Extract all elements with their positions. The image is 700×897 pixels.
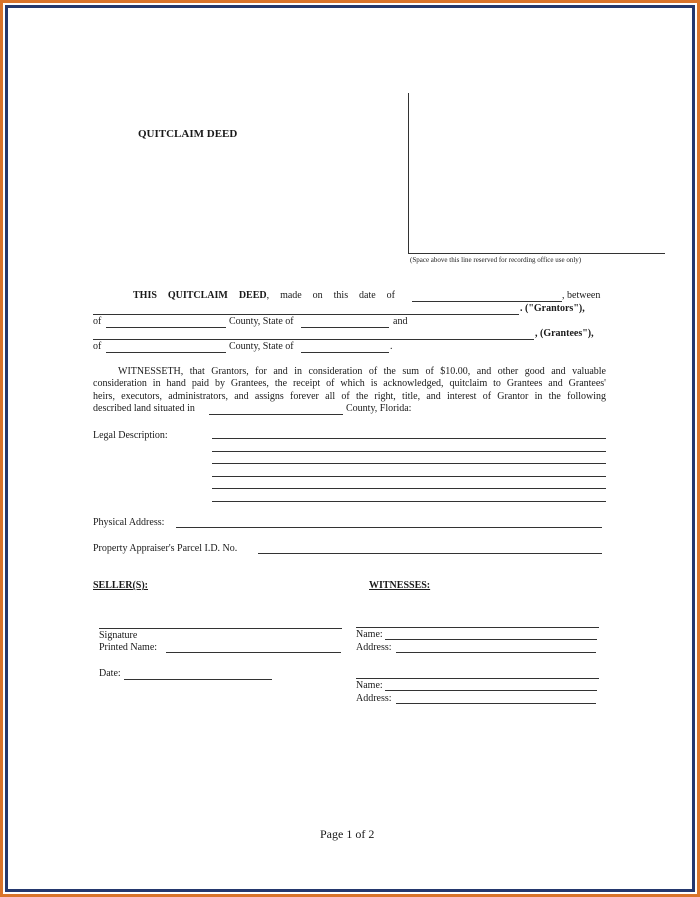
of-text-2: of — [93, 341, 102, 352]
grantors-county-line[interactable] — [106, 327, 226, 328]
county-state-text-2: County, State of — [229, 341, 294, 352]
page-number: Page 1 of 2 — [320, 827, 375, 841]
land-county-line[interactable] — [209, 414, 343, 415]
witness-1-address-line[interactable] — [396, 652, 596, 653]
witness-1-signature-line[interactable] — [356, 627, 599, 628]
intro-lead: THIS QUITCLAIM DEED, made on this date of — [133, 290, 395, 301]
legal-description-line[interactable] — [212, 463, 606, 464]
witness-1-name-label: Name: — [356, 629, 383, 640]
date-line[interactable] — [124, 679, 272, 680]
of-text-1: of — [93, 316, 102, 327]
witness-2-name-label: Name: — [356, 680, 383, 691]
legal-description-line[interactable] — [212, 451, 606, 452]
legal-description-line[interactable] — [212, 476, 606, 477]
date-label: Date: — [99, 668, 121, 679]
recording-box-left-border — [408, 93, 409, 253]
witness-2-address-label: Address: — [356, 693, 392, 704]
recording-box-bottom-border — [408, 253, 665, 254]
witness-2-signature-line[interactable] — [356, 678, 599, 679]
printed-name-label: Printed Name: — [99, 642, 158, 653]
grantees-county-line[interactable] — [106, 352, 226, 353]
period-text: . — [390, 341, 393, 352]
legal-description-label: Legal Description: — [93, 430, 168, 441]
grantors-state-line[interactable] — [301, 327, 389, 328]
witness-2-address-line[interactable] — [396, 703, 596, 704]
witness-1-address-label: Address: — [356, 642, 392, 653]
witnesseth-line-2: consideration in hand paid by Grantees, the receipt of which is acknowledged, quitclaim to Grantees and Grantees' — [93, 378, 606, 389]
county-state-text-1: County, State of — [229, 316, 294, 327]
witnesses-heading: WITNESSES: — [369, 580, 431, 591]
legal-description-line[interactable] — [212, 501, 606, 502]
county-florida-text: County, Florida: — [346, 403, 412, 414]
witness-1-name-line[interactable] — [385, 639, 597, 640]
parcel-id-line[interactable] — [258, 553, 602, 554]
document-title: QUITCLAIM DEED — [138, 128, 238, 140]
grantees-field-line[interactable] — [93, 339, 534, 340]
signature-label: Signature — [99, 630, 138, 641]
grantors-field-line[interactable] — [93, 314, 519, 315]
between-text: , between — [562, 290, 601, 301]
grantors-text: . ("Grantors"), — [520, 303, 585, 314]
grantees-state-line[interactable] — [301, 352, 389, 353]
printed-name-line[interactable] — [166, 652, 341, 653]
described-land-text: described land situated in — [93, 403, 195, 414]
seller-signature-line[interactable] — [99, 628, 342, 629]
physical-address-label: Physical Address: — [93, 517, 165, 528]
grantees-text: , (Grantees"), — [535, 328, 594, 339]
sellers-heading: SELLER(S): — [93, 580, 149, 591]
parcel-id-label: Property Appraiser's Parcel I.D. No. — [93, 543, 238, 554]
recording-note: (Space above this line reserved for recording office use only) — [410, 256, 582, 264]
date-field-line[interactable] — [412, 301, 562, 302]
witness-2-name-line[interactable] — [385, 690, 597, 691]
legal-description-line[interactable] — [212, 438, 606, 439]
physical-address-line[interactable] — [176, 527, 602, 528]
witnesseth-line-3: heirs, executors, administrators, and assigns forever all of the right, title, and interest of Grantor in the following — [93, 391, 606, 402]
legal-description-line[interactable] — [212, 488, 606, 489]
witnesseth-line-1: WITNESSETH, that Grantors, for and in consideration of the sum of $10.00, and other good and valuable — [118, 366, 606, 377]
and-text: and — [393, 316, 408, 327]
